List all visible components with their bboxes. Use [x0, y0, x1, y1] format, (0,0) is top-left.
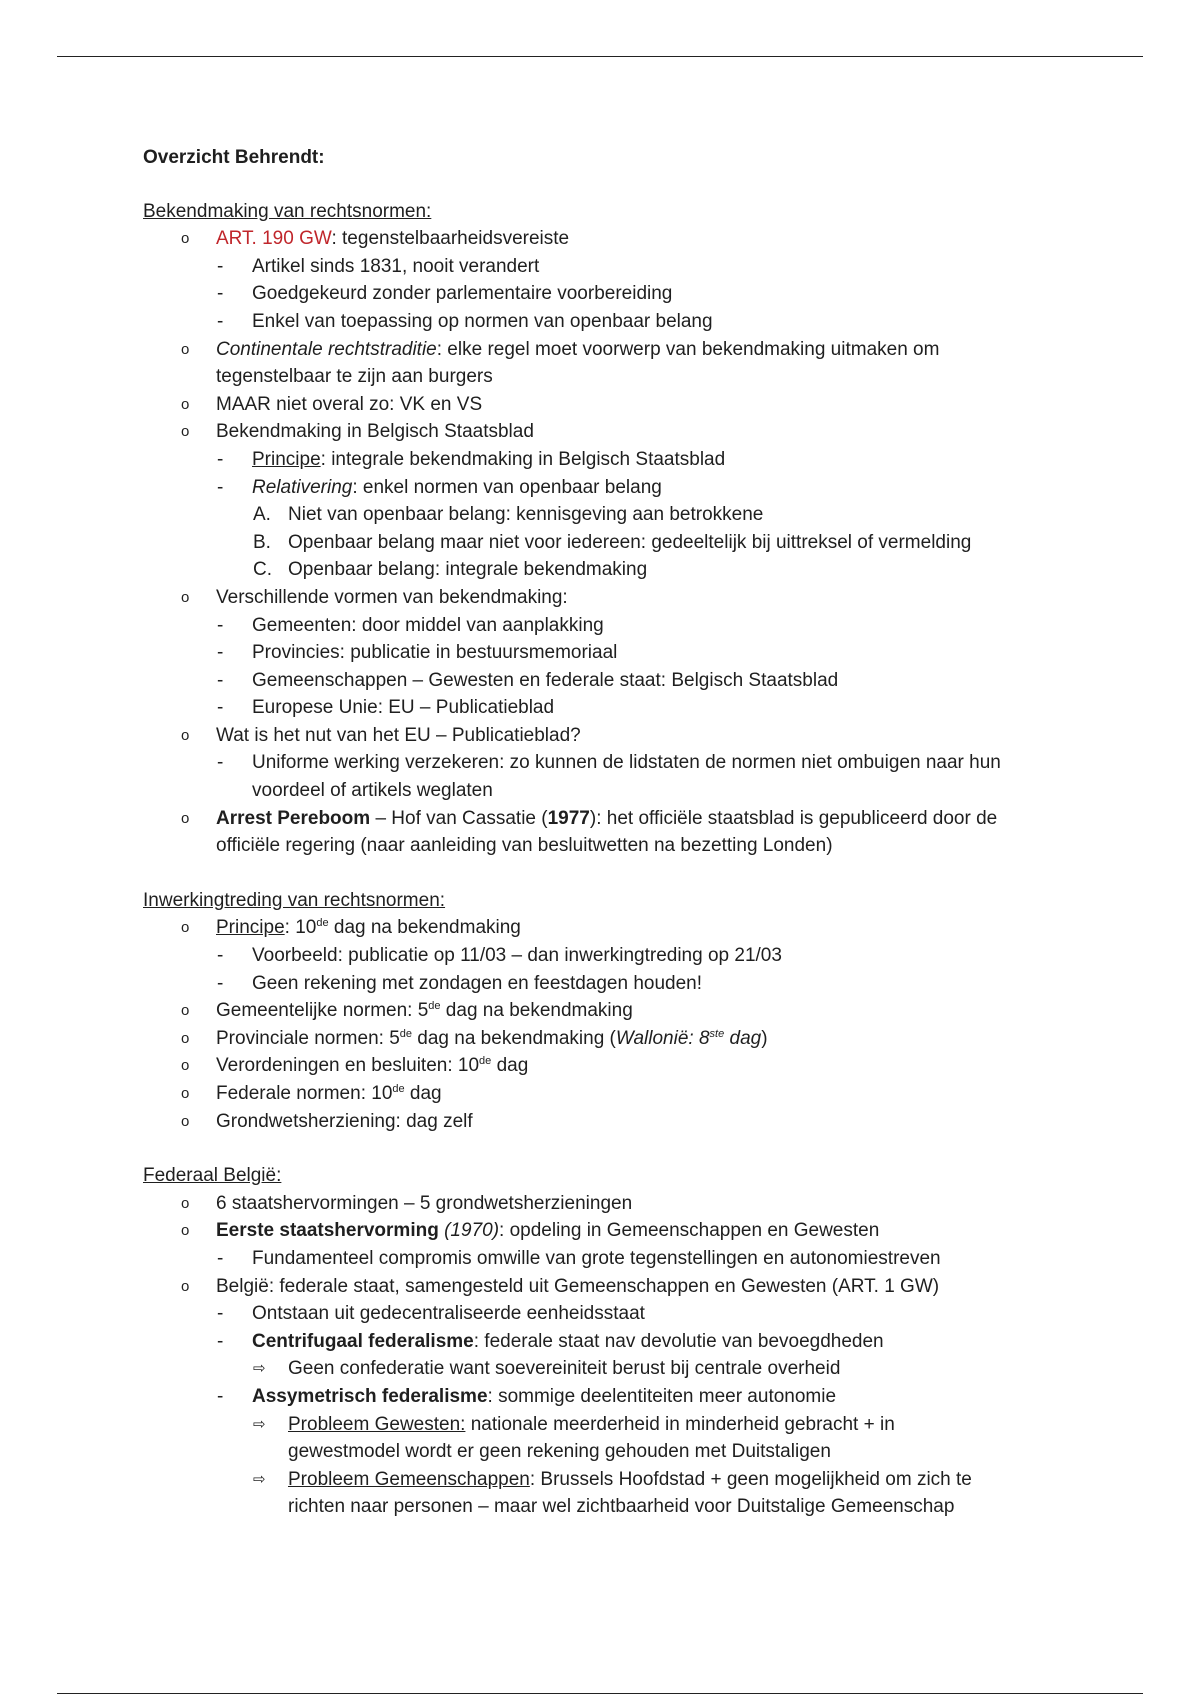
list-item: o Arrest Pereboom – Hof van Cassatie (1977): het officiële staatsblad is gepubliceerd door de officiële regering (naar aanleiding van besluitwetten na bezetting Londen)	[143, 805, 1083, 860]
dash-bullet-icon: -	[217, 614, 224, 636]
list-item: - Enkel van toepassing op normen van openbaar belang	[143, 308, 1083, 336]
circle-bullet-icon: o	[181, 1222, 190, 1240]
list-item: o België: federale staat, samengesteld uit Gemeenschappen en Gewesten (ART. 1 GW)	[143, 1273, 1083, 1301]
circle-bullet-icon: o	[181, 395, 190, 413]
circle-bullet-icon: o	[181, 423, 190, 441]
dash-bullet-icon: -	[217, 669, 224, 691]
page-title: Overzicht Behrendt:	[143, 147, 325, 168]
list-item: o Principe: 10de dag na bekendmaking	[143, 914, 1083, 942]
dash-bullet-icon: -	[217, 1330, 224, 1352]
list-item: - Gemeenschappen – Gewesten en federale staat: Belgisch Staatsblad	[143, 667, 1083, 695]
dash-bullet-icon: -	[217, 642, 224, 664]
arrow-right-icon: ⇨	[253, 1415, 266, 1433]
dash-bullet-icon: -	[217, 697, 224, 719]
list-item: - Centrifugaal federalisme: federale staat nav devolutie van bevoegdheden	[143, 1328, 1083, 1356]
circle-bullet-icon: o	[181, 1194, 190, 1212]
list-item: o Continentale rechtstraditie: elke regel moet voorwerp van bekendmaking uitmaken om tegenstelbaar te zijn aan burgers	[143, 336, 1083, 391]
dash-bullet-icon: -	[217, 476, 224, 498]
list-item: o ART. 190 GW: tegenstelbaarheidsvereiste	[143, 225, 1083, 253]
list-item: - Geen rekening met zondagen en feestdagen houden!	[143, 970, 1083, 998]
section-bekendmaking	[143, 198, 1083, 860]
list-item: o Federale normen: 10de dag	[143, 1080, 1083, 1108]
circle-bullet-icon: o	[181, 1002, 190, 1020]
list-item: o 6 staatshervormingen – 5 grondwetsherzieningen	[143, 1190, 1083, 1218]
list-item: C. Openbaar belang: integrale bekendmaking	[253, 559, 648, 581]
dash-bullet-icon: -	[217, 1247, 224, 1269]
list-item: o Grondwetsherziening: dag zelf	[143, 1108, 1083, 1136]
header-rule	[57, 56, 1143, 57]
circle-bullet-icon: o	[181, 726, 190, 744]
list-item: ⇨ Probleem Gewesten: nationale meerderheid in minderheid gebracht + in gewestmodel wordt er geen rekening gehouden met Duitstaligen	[143, 1411, 1083, 1466]
list-item: o Verschillende vormen van bekendmaking:	[143, 584, 1083, 612]
circle-bullet-icon: o	[181, 1057, 190, 1075]
section-heading: Federaal België:	[143, 1165, 282, 1187]
circle-bullet-icon: o	[181, 919, 190, 937]
list-item: - Uniforme werking verzekeren: zo kunnen de lidstaten de normen niet ombuigen naar hun voordeel of artikels weglaten	[143, 749, 1083, 804]
circle-bullet-icon: o	[181, 1085, 190, 1102]
circle-bullet-icon: o	[181, 809, 190, 827]
list-item: B. Openbaar belang maar niet voor iedereen: gedeeltelijk bij uittreksel of vermelding	[253, 531, 972, 553]
dash-bullet-icon: -	[217, 1303, 224, 1325]
circle-bullet-icon: o	[181, 1112, 190, 1130]
circle-bullet-icon: o	[181, 340, 190, 358]
dash-bullet-icon: -	[217, 945, 224, 967]
list-item: - Provincies: publicatie in bestuursmemoriaal	[143, 639, 1083, 667]
list-item: - Principe: integrale bekendmaking in Belgisch Staatsblad	[143, 446, 1083, 474]
list-item: - Ontstaan uit gedecentraliseerde eenheidsstaat	[143, 1300, 1083, 1328]
list-item: o Gemeentelijke normen: 5de dag na bekendmaking	[143, 997, 1083, 1025]
list-item: - Artikel sinds 1831, nooit verandert	[143, 253, 1083, 281]
dash-bullet-icon: -	[217, 255, 224, 277]
document-body	[143, 144, 1083, 1521]
dash-bullet-icon: -	[217, 310, 224, 332]
list-item: A. Niet van openbaar belang: kennisgeving aan betrokkene	[253, 504, 764, 526]
circle-bullet-icon: o	[181, 230, 190, 248]
section-heading: Inwerkingtreding van rechtsnormen:	[143, 889, 446, 911]
list-item: o Provinciale normen: 5de dag na bekendmaking (Wallonië: 8ste dag)	[143, 1025, 1083, 1053]
dash-bullet-icon: -	[217, 972, 224, 994]
arrow-right-icon: ⇨	[253, 1470, 266, 1488]
list-item: o Verordeningen en besluiten: 10de dag	[143, 1052, 1083, 1080]
dash-bullet-icon: -	[217, 1385, 224, 1407]
list-item: - Relativering: enkel normen van openbaar belang	[143, 474, 1083, 502]
circle-bullet-icon: o	[181, 1277, 190, 1295]
circle-bullet-icon: o	[181, 1029, 190, 1047]
list-item: o Bekendmaking in Belgisch Staatsblad	[143, 418, 1083, 446]
dash-bullet-icon: -	[217, 283, 224, 305]
dash-bullet-icon: -	[217, 448, 224, 470]
section-inwerkingtreding	[143, 887, 1083, 1135]
list-item: - Europese Unie: EU – Publicatieblad	[143, 694, 1083, 722]
arrow-right-icon: ⇨	[253, 1360, 266, 1378]
list-item: ⇨ Probleem Gemeenschappen: Brussels Hoofdstad + geen mogelijkheid om zich te richten naar personen – maar wel zichtbaarheid voor Duitstalige Gemeenschap	[143, 1466, 1083, 1521]
list-item: - Assymetrisch federalisme: sommige deelentiteiten meer autonomie	[143, 1383, 1083, 1411]
list-item: ⇨ Geen confederatie want soevereiniteit berust bij centrale overheid	[143, 1355, 1083, 1383]
list-item: o Wat is het nut van het EU – Publicatieblad?	[143, 722, 1083, 750]
section-federaal-belgie	[143, 1162, 1083, 1521]
list-item: o Eerste staatshervorming (1970): opdeling in Gemeenschappen en Gewesten	[143, 1217, 1083, 1245]
circle-bullet-icon: o	[181, 588, 190, 606]
list-item: - Gemeenten: door middel van aanplakking	[143, 612, 1083, 640]
footer-rule	[57, 1693, 1143, 1694]
list-item: - Voorbeeld: publicatie op 11/03 – dan inwerkingtreding op 21/03	[143, 942, 1083, 970]
list-item: - Goedgekeurd zonder parlementaire voorbereiding	[143, 280, 1083, 308]
dash-bullet-icon: -	[217, 752, 224, 774]
list-item: o MAAR niet overal zo: VK en VS	[143, 391, 1083, 419]
section-heading: Bekendmaking van rechtsnormen:	[143, 200, 432, 222]
list-item: - Fundamenteel compromis omwille van grote tegenstellingen en autonomiestreven	[143, 1245, 1083, 1273]
